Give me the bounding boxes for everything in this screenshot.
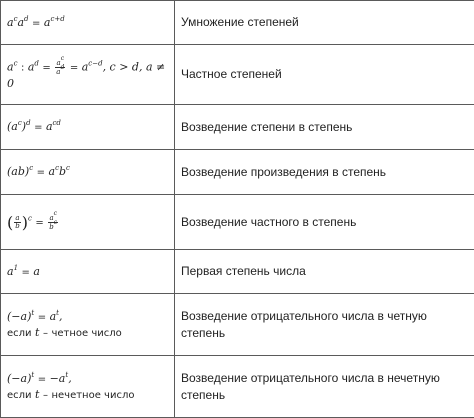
table-row xyxy=(1,294,474,356)
table-row xyxy=(1,356,474,418)
formula-cell: ( $\frac{a}{b}$ )$^c$ = $\frac{a^c}{b^c}$ xyxy=(1,195,175,250)
table-row xyxy=(1,150,474,195)
formula-cell: $a^1 = a$ xyxy=(1,250,175,294)
formula-cell: $(-a)^t = -a^t$, если t – нечетное число xyxy=(1,356,175,418)
fraction: $\frac{a^c}{a^d}$ xyxy=(55,59,65,76)
formula-cell: $a^c$ : $a^d$ = $\frac{a^c}{a^d}$ = $a^{c-d}$, c > d, a ≠ 0 xyxy=(1,45,175,105)
description-cell: Возведение степени в степень xyxy=(175,105,474,150)
table-row xyxy=(1,250,474,294)
description-cell: Возведение частного в степень xyxy=(175,195,474,250)
table-row xyxy=(1,45,474,105)
description-cell: Возведение отрицательного числа в четную степень xyxy=(175,294,474,356)
formula-cell: $(-a)^t = a^t$, если t – четное число xyxy=(1,294,175,356)
description-cell: Умножение степеней xyxy=(175,1,474,45)
formula-cell: $(a^c)^d = a^{cd}$ xyxy=(1,105,175,150)
description-cell: Возведение произведения в степень xyxy=(175,150,474,195)
table-row xyxy=(1,1,474,45)
table-row xyxy=(1,195,474,250)
description-cell: Частное степеней xyxy=(175,45,474,105)
table-row xyxy=(1,105,474,150)
fraction: $\frac{a}{b}$ xyxy=(14,215,20,230)
description-cell: Возведение отрицательного числа в нечетную степень xyxy=(175,356,474,418)
description-cell: Первая степень числа xyxy=(175,250,474,294)
formula-cell: $a^ca^d = a^{c+d}$ xyxy=(1,1,175,45)
formula-cell: $(ab)^c = a^cb^c$ xyxy=(1,150,175,195)
fraction: $\frac{a^c}{b^c}$ xyxy=(48,214,58,231)
